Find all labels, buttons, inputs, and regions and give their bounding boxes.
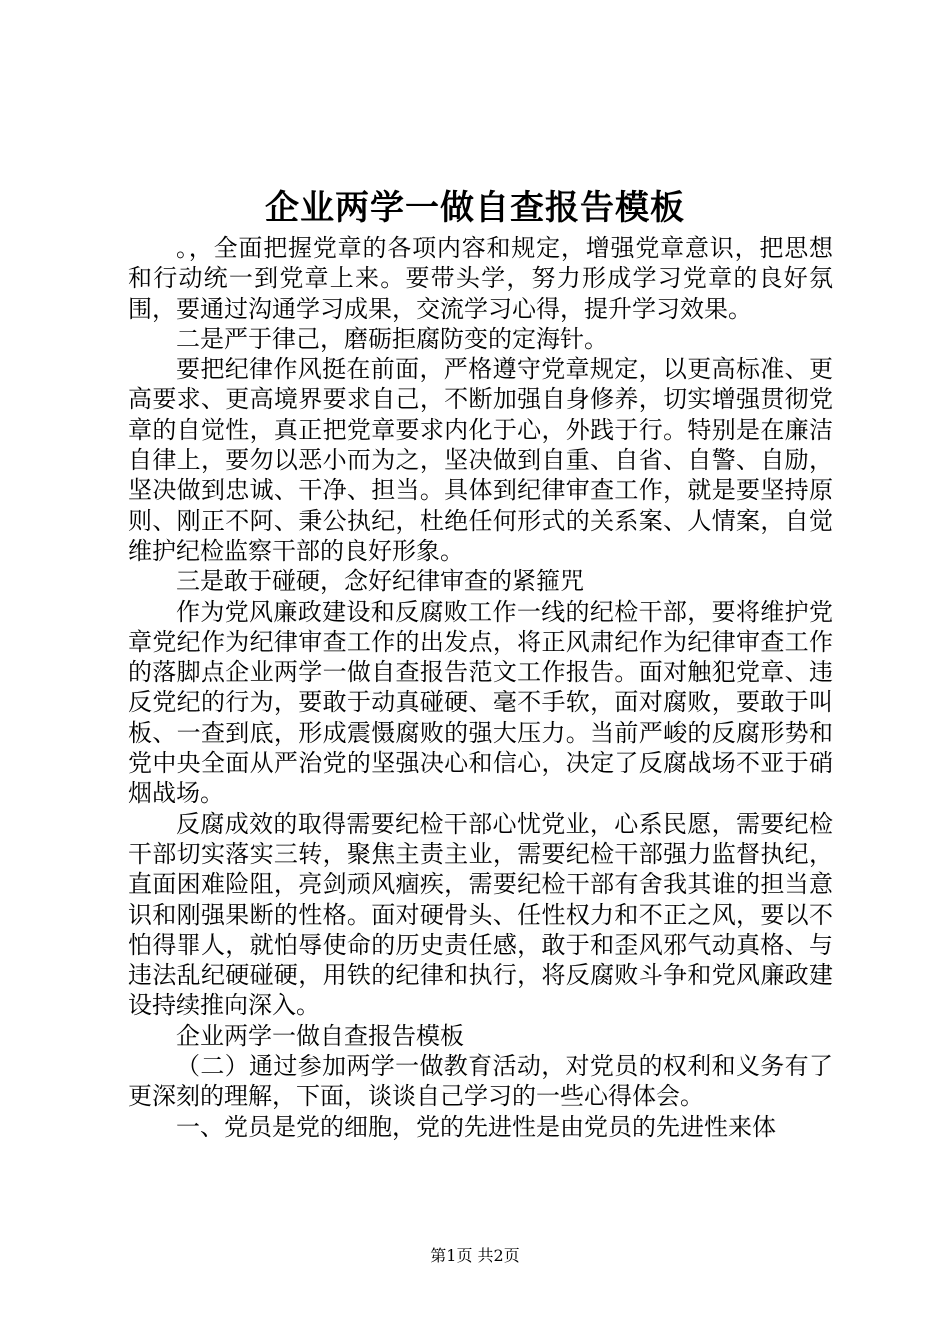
- document-body: [128, 233, 833, 1142]
- paragraph: 三是敢于碰硬，念好纪律审查的紧箍咒: [176, 567, 584, 596]
- paragraph: 反腐成效的取得需要纪检干部心忧党业，心系民愿，需要纪检干部切实落实三转，聚焦主责主业，需要纪检干部强力监督执纪，直面困难险阻，亮剑顽风痼疾，需要纪检干部有舍我其谁的担当意识和刚强果断的性格。面对硬骨头、任性权力和不正之风，要以不怕得罪人，就怕辱使命的历史责任感，敢于和歪风邪气动真格、与违法乱纪硬碰硬，用铁的纪律和执行，将反腐败斗争和党风廉政建设持续推向深入。: [128, 809, 833, 1020]
- paragraph: 作为党风廉政建设和反腐败工作一线的纪检干部，要将维护党章党纪作为纪律审查工作的出发点，将正风肃纪作为纪律审查工作的落脚点企业两学一做自查报告范文工作报告。面对触犯党章、违反党纪的行为，要敢于动真碰硬、毫不手软，面对腐败，要敢于叫板、一查到底，形成震慑腐败的强大压力。当前严峻的反腐形势和党中央全面从严治党的坚强决心和信心，决定了反腐战场不亚于硝烟战场。: [128, 597, 833, 808]
- paragraph: 。，全面把握党章的各项内容和规定，增强党章意识，把思想和行动统一到党章上来。要带头学，努力形成学习党章的良好氛围，要通过沟通学习成果，交流学习心得，提升学习效果。: [128, 234, 833, 323]
- page-number-footer: 第1页 共2页: [430, 1246, 520, 1265]
- paragraph: 企业两学一做自查报告模板: [176, 1021, 464, 1050]
- document-title: 企业两学一做自查报告模板: [265, 188, 685, 228]
- paragraph: 二是严于律己，磨砺拒腐防变的定海针。: [176, 324, 608, 353]
- paragraph: （二）通过参加两学一做教育活动，对党员的权利和义务有了更深刻的理解，下面，谈谈自己学习的一些心得体会。: [128, 1052, 833, 1111]
- paragraph: 要把纪律作风挺在前面，严格遵守党章规定，以更高标准、更高要求、更高境界要求自己，不断加强自身修养，切实增强贯彻党章的自觉性，真正把党章要求内化于心，外践于行。特别是在廉洁自律上，要勿以恶小而为之，坚决做到自重、自省、自警、自励，坚决做到忠诚、干净、担当。具体到纪律审查工作，就是要坚持原则、刚正不阿、秉公执纪，杜绝任何形式的关系案、人情案，自觉维护纪检监察干部的良好形象。: [128, 355, 833, 565]
- paragraph: 一、党员是党的细胞，党的先进性是由党员的先进性来体: [176, 1112, 776, 1141]
